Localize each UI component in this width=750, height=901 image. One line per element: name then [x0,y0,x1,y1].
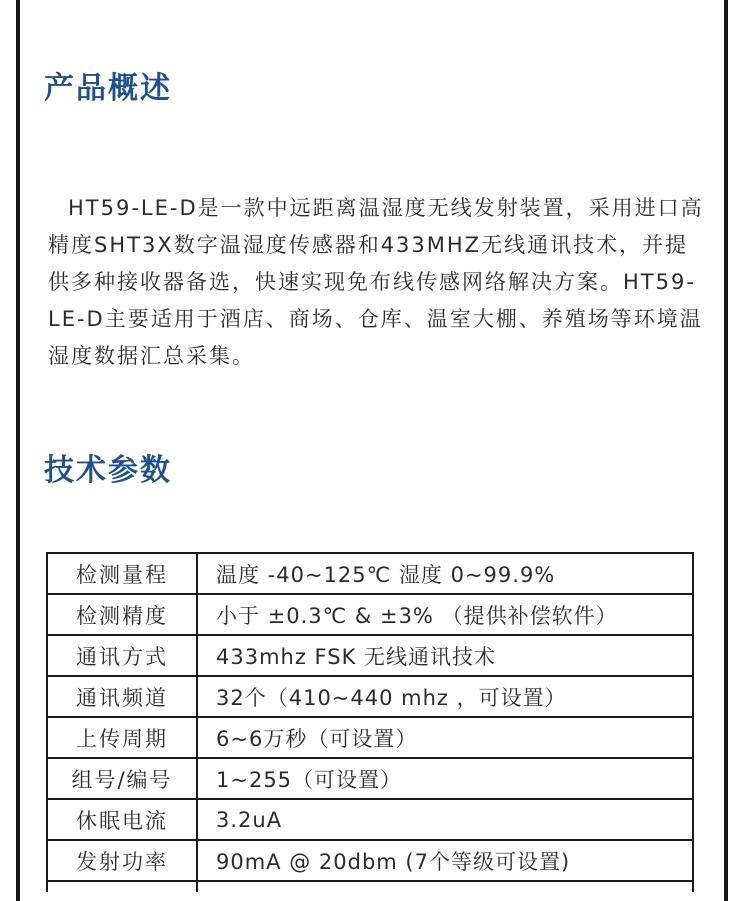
specs-table [46,552,694,892]
spec-value: 6~6万秒（可设置） [197,717,693,758]
table-row [47,799,693,840]
table-row [47,758,693,799]
spec-key: 休眠电流 [47,799,197,840]
overview-paragraph: HT59-LE-D是一款中远距离温湿度无线发射装置，采用进口高精度SHT3X数字温湿度传感器和433MHZ无线通讯技术，并提供多种接收器备选，快速实现免布线传感网络解决方案。HT59-LE-D主要适用于酒店、商场、仓库、温室大棚、养殖场等环境温湿度数据汇总采集。 [48,196,704,368]
spec-value: 小于 ±0.3℃ & ±3% （提供补偿软件） [197,594,693,635]
overview-heading: 产品概述 [44,71,172,106]
spec-value: 433mhz FSK 无线通讯技术 [197,635,693,676]
specs-heading: 技术参数 [44,453,172,488]
table-row [47,553,693,594]
spec-key: 检测精度 [47,594,197,635]
table-row [47,840,693,881]
table-row [47,635,693,676]
spec-key: 发射功率 [47,840,197,881]
spec-key: 上传周期 [47,717,197,758]
spec-value-empty [197,881,693,892]
spec-key: 通讯频道 [47,676,197,717]
table-row [47,717,693,758]
spec-key: 组号/编号 [47,758,197,799]
table-row [47,594,693,635]
spec-value: 32个（410~440 mhz ，可设置） [197,676,693,717]
spec-value: 90mA @ 20dbm (7个等级可设置) [197,840,693,881]
spec-value: 3.2uA [197,799,693,840]
table-row-partial [47,881,693,892]
spec-value: 温度 -40~125℃ 湿度 0~99.9% [197,553,693,594]
spec-key: 检测量程 [47,553,197,594]
spec-key: 通讯方式 [47,635,197,676]
spec-value: 1~255（可设置） [197,758,693,799]
spec-key-empty [47,881,197,892]
table-row [47,676,693,717]
